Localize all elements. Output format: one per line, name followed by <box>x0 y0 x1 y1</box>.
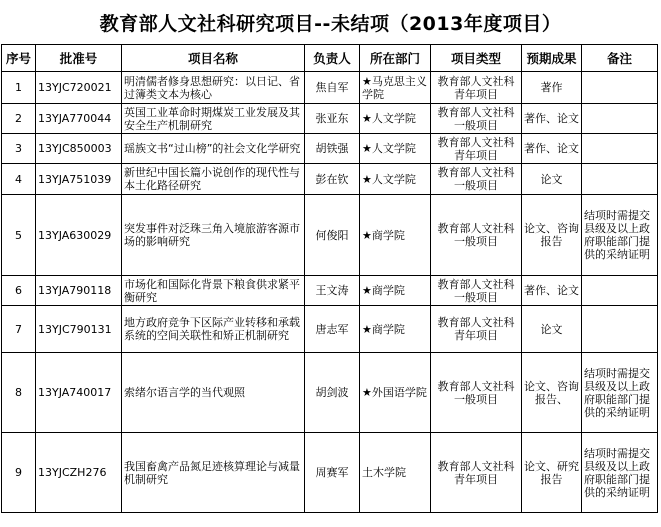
cell-approval: 13YJA740017 <box>36 353 122 433</box>
cell-leader: 焦自军 <box>305 72 360 104</box>
cell-note <box>582 164 658 195</box>
cell-type: 教育部人文社科青年项目 <box>431 306 522 353</box>
cell-name: 瑶族文书“过山榜”的社会文化学研究 <box>122 134 305 164</box>
cell-name: 明清儒者修身思想研究：以日记、省过簿类文本为核心 <box>122 72 305 104</box>
cell-no: 1 <box>2 72 36 104</box>
cell-no: 9 <box>2 433 36 513</box>
cell-leader: 胡剑波 <box>305 353 360 433</box>
cell-type: 教育部人文社科一般项目 <box>431 104 522 134</box>
cell-outcome: 论文、咨询报告 <box>522 195 582 276</box>
cell-note: 结项时需提交县级及以上政府职能部门提供的采纳证明 <box>582 433 658 513</box>
cell-note <box>582 104 658 134</box>
cell-dept: ★商学院 <box>360 195 431 276</box>
cell-leader: 唐志军 <box>305 306 360 353</box>
cell-name: 地方政府竞争下区际产业转移和承载系统的空间关联性和矫正机制研究 <box>122 306 305 353</box>
header-approval: 批准号 <box>36 45 122 72</box>
cell-type: 教育部人文社科青年项目 <box>431 72 522 104</box>
cell-no: 4 <box>2 164 36 195</box>
cell-leader: 彭在钦 <box>305 164 360 195</box>
cell-no: 6 <box>2 276 36 306</box>
cell-outcome: 论文 <box>522 306 582 353</box>
table-row <box>2 353 658 433</box>
cell-type: 教育部人文社科青年项目 <box>431 134 522 164</box>
cell-type: 教育部人文社科一般项目 <box>431 164 522 195</box>
cell-dept: ★人文学院 <box>360 134 431 164</box>
cell-type: 教育部人文社科一般项目 <box>431 353 522 433</box>
header-dept: 所在部门 <box>360 45 431 72</box>
cell-name: 我国畜禽产品氮足迹核算理论与减量机制研究 <box>122 433 305 513</box>
cell-approval: 13YJC720021 <box>36 72 122 104</box>
cell-no: 7 <box>2 306 36 353</box>
table-row <box>2 164 658 195</box>
cell-outcome: 论文、咨询报告、 <box>522 353 582 433</box>
cell-name: 英国工业革命时期煤炭工业发展及其安全生产机制研究 <box>122 104 305 134</box>
cell-no: 2 <box>2 104 36 134</box>
cell-note: 结项时需提交县级及以上政府职能部门提供的采纳证明 <box>582 353 658 433</box>
page-title: 教育部人文社科研究项目--未结项（2013年度项目） <box>99 12 562 35</box>
cell-name: 索绪尔语言学的当代观照 <box>122 353 305 433</box>
cell-name: 新世纪中国长篇小说创作的现代性与本土化路径研究 <box>122 164 305 195</box>
cell-outcome: 著作 <box>522 72 582 104</box>
cell-dept: ★人文学院 <box>360 164 431 195</box>
cell-approval: 13YJA630029 <box>36 195 122 276</box>
cell-note <box>582 134 658 164</box>
header-name: 项目名称 <box>122 45 305 72</box>
cell-outcome: 著作、论文 <box>522 276 582 306</box>
cell-dept: ★商学院 <box>360 306 431 353</box>
cell-leader: 胡铁强 <box>305 134 360 164</box>
cell-type: 教育部人文社科一般项目 <box>431 195 522 276</box>
cell-outcome: 著作、论文 <box>522 104 582 134</box>
project-table <box>1 44 658 513</box>
table-row <box>2 195 658 276</box>
table-row <box>2 306 658 353</box>
table-row <box>2 134 658 164</box>
header-no: 序号 <box>2 45 36 72</box>
cell-dept: ★马克思主义学院 <box>360 72 431 104</box>
cell-dept: 土木学院 <box>360 433 431 513</box>
cell-leader: 何俊阳 <box>305 195 360 276</box>
header-type: 项目类型 <box>431 45 522 72</box>
cell-note <box>582 276 658 306</box>
cell-approval: 13YJCZH276 <box>36 433 122 513</box>
cell-name: 市场化和国际化背景下粮食供求紧平衡研究 <box>122 276 305 306</box>
cell-approval: 13YJA790118 <box>36 276 122 306</box>
cell-dept: ★外国语学院 <box>360 353 431 433</box>
header-row <box>2 45 658 72</box>
table-row <box>2 72 658 104</box>
cell-name: 突发事件对泛珠三角入境旅游客源市场的影响研究 <box>122 195 305 276</box>
cell-type: 教育部人文社科青年项目 <box>431 433 522 513</box>
cell-approval: 13YJC850003 <box>36 134 122 164</box>
cell-dept: ★商学院 <box>360 276 431 306</box>
cell-no: 5 <box>2 195 36 276</box>
cell-leader: 王文涛 <box>305 276 360 306</box>
header-leader: 负责人 <box>305 45 360 72</box>
cell-note <box>582 72 658 104</box>
cell-no: 3 <box>2 134 36 164</box>
cell-outcome: 论文、研究报告 <box>522 433 582 513</box>
header-note: 备注 <box>582 45 658 72</box>
cell-note: 结项时需提交县级及以上政府职能部门提供的采纳证明 <box>582 195 658 276</box>
cell-type: 教育部人文社科一般项目 <box>431 276 522 306</box>
cell-note <box>582 306 658 353</box>
cell-no: 8 <box>2 353 36 433</box>
cell-dept: ★人文学院 <box>360 104 431 134</box>
cell-outcome: 论文 <box>522 164 582 195</box>
cell-leader: 张亚东 <box>305 104 360 134</box>
cell-outcome: 著作、论文 <box>522 134 582 164</box>
header-outcome: 预期成果 <box>522 45 582 72</box>
table-row <box>2 104 658 134</box>
cell-approval: 13YJC790131 <box>36 306 122 353</box>
cell-approval: 13YJA751039 <box>36 164 122 195</box>
table-row <box>2 433 658 513</box>
table-row <box>2 276 658 306</box>
cell-approval: 13YJA770044 <box>36 104 122 134</box>
cell-leader: 周赛军 <box>305 433 360 513</box>
